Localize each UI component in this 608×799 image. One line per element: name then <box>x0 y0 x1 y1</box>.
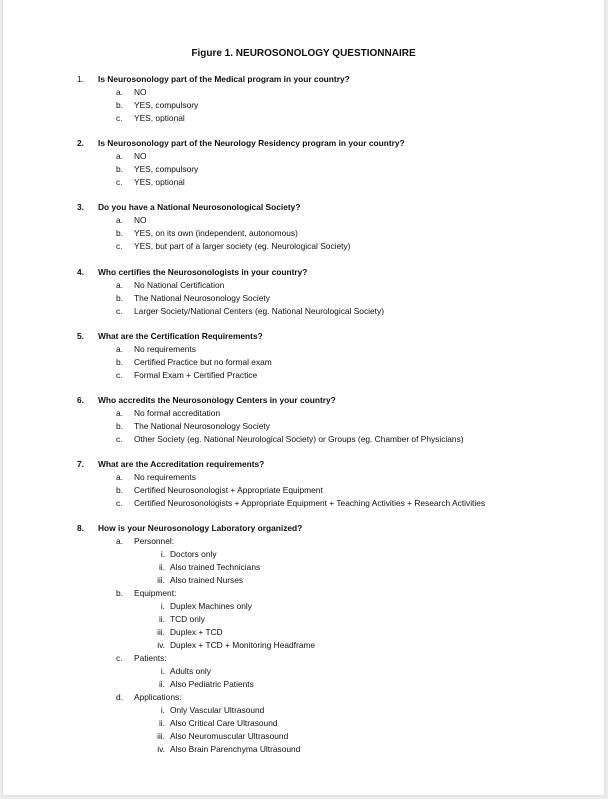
question-number: 1. <box>77 74 84 84</box>
option-text: YES, on its own (independent, autonomous) <box>134 228 298 239</box>
sub-option-text: Also Pediatric Patients <box>170 679 254 690</box>
question-number: 2. <box>77 138 84 149</box>
question-item <box>77 394 485 446</box>
question-text: Do you have a National Neurosonological Society? <box>98 202 301 213</box>
option-label: c. <box>116 653 123 664</box>
question-item <box>77 522 485 756</box>
answer-option <box>77 369 485 382</box>
option-text: YES, but part of a larger society (eg. Neurological Society) <box>134 241 351 252</box>
answer-option <box>77 86 485 99</box>
option-text: The National Neurosonology Society <box>134 420 270 431</box>
option-text: No requirements <box>134 472 196 483</box>
option-text: NO <box>134 215 147 226</box>
question-number: 6. <box>77 394 84 405</box>
answer-option <box>77 176 485 189</box>
option-text: NO <box>134 87 147 97</box>
question-item <box>77 137 485 189</box>
sub-option-label: iv. <box>157 640 165 651</box>
sub-option <box>77 574 485 587</box>
answer-option <box>77 292 485 305</box>
answer-option <box>77 214 485 227</box>
option-label: c. <box>116 113 123 123</box>
sub-option-text: Also trained Technicians <box>170 562 261 573</box>
question-text: How is your Neurosonology Laboratory organized? <box>98 523 303 534</box>
answer-option <box>77 305 485 318</box>
option-text: YES, optional <box>134 177 185 188</box>
sub-option-text: Duplex + TCD + Monitoring Headframe <box>170 640 316 651</box>
sub-option-label: i. <box>160 601 165 612</box>
option-text: No formal accreditation <box>134 407 221 418</box>
option-label: b. <box>116 228 123 239</box>
option-label: a. <box>116 151 123 162</box>
option-text: No National Certification <box>134 279 225 290</box>
option-text: Personnel: <box>134 536 175 547</box>
sub-option <box>77 704 485 717</box>
sub-option-label: iii. <box>157 627 165 638</box>
answer-option <box>77 587 485 600</box>
option-text: Patients: <box>134 653 167 664</box>
answer-option <box>77 535 485 548</box>
answer-option <box>77 227 485 240</box>
option-text: YES, optional <box>134 113 185 123</box>
question-text-line <box>77 201 485 214</box>
option-label: b. <box>116 292 123 303</box>
option-label: c. <box>116 305 123 316</box>
option-label: a. <box>116 536 123 547</box>
option-text: Formal Exam + Certified Practice <box>134 369 258 380</box>
question-text: Is Neurosonology part of the Neurology Residency program in your country? <box>98 138 405 149</box>
option-label: a. <box>116 472 123 483</box>
question-item <box>77 458 485 510</box>
answer-option <box>77 356 485 369</box>
answer-option <box>77 99 485 112</box>
option-text: Certified Neurosonologists + Appropriate Equipment + Teaching Activities + Research Activities <box>134 498 486 509</box>
sub-option-text: Duplex + TCD <box>170 627 223 638</box>
question-item <box>77 201 485 253</box>
option-label: d. <box>116 692 123 703</box>
question-number: 8. <box>77 523 84 534</box>
sub-option-label: ii. <box>158 562 165 573</box>
question-text-line <box>77 330 485 343</box>
sub-option-text: Also Critical Care Ultrasound <box>170 718 278 729</box>
answer-option <box>77 279 485 292</box>
question-text: Is Neurosonology part of the Medical program in your country? <box>98 74 350 84</box>
sub-option-label: i. <box>160 705 165 716</box>
answer-option <box>77 497 485 510</box>
sub-option-label: iii. <box>157 731 165 742</box>
sub-option-label: iii. <box>157 575 165 586</box>
answer-option <box>77 240 485 253</box>
option-label: c. <box>116 369 123 380</box>
answer-option <box>77 691 485 704</box>
sub-option <box>77 600 485 613</box>
sub-option <box>77 743 485 756</box>
sub-option-text: Only Vascular Ultrasound <box>170 705 265 716</box>
question-text-line <box>77 266 485 279</box>
sub-option-text: Also trained Nurses <box>170 575 244 586</box>
answer-option <box>77 343 485 356</box>
sub-option-text: Adults only <box>170 666 211 677</box>
option-label: c. <box>116 177 123 188</box>
answer-option <box>77 112 485 125</box>
option-label: a. <box>116 215 123 226</box>
option-label: a. <box>116 343 123 354</box>
option-label: b. <box>116 588 123 599</box>
question-text: Who certifies the Neurosonologists in your country? <box>98 266 308 277</box>
answer-option <box>77 433 485 446</box>
sub-option <box>77 639 485 652</box>
sub-option <box>77 717 485 730</box>
question-item <box>77 73 485 125</box>
sub-option-text: Also Neuromuscular Ultrasound <box>170 731 289 742</box>
question-text: Who accredits the Neurosonology Centers in your country? <box>98 394 336 405</box>
sub-option <box>77 678 485 691</box>
question-text-line <box>77 394 485 407</box>
answer-option <box>77 652 485 665</box>
question-number: 7. <box>77 459 84 470</box>
sub-option-text: Doctors only <box>170 549 217 560</box>
question-number: 4. <box>77 266 84 277</box>
question-item <box>77 266 485 318</box>
sub-option <box>77 561 485 574</box>
option-label: c. <box>116 433 123 444</box>
option-label: b. <box>116 356 123 367</box>
sub-option-text: Duplex Machines only <box>170 601 252 612</box>
sub-option-text: TCD only <box>170 614 205 625</box>
option-label: b. <box>116 420 123 431</box>
sub-option-label: ii. <box>158 718 165 729</box>
question-text-line <box>77 458 485 471</box>
question-text-line <box>77 73 485 86</box>
option-text: No requirements <box>134 343 196 354</box>
question-number: 5. <box>77 330 84 341</box>
option-text: Certified Neurosonologist + Appropriate Equipment <box>134 485 323 496</box>
option-text: Other Society (eg. National Neurological Society) or Groups (eg. Chamber of Physicians) <box>134 433 464 444</box>
answer-option <box>77 150 485 163</box>
answer-option <box>77 163 485 176</box>
question-number: 3. <box>77 202 84 213</box>
option-label: b. <box>116 100 123 110</box>
sub-option-label: iv. <box>157 744 165 755</box>
option-text: Applications: <box>134 692 182 703</box>
option-text: Larger Society/National Centers (eg. National Neurological Society) <box>134 305 384 316</box>
sub-option-label: ii. <box>158 614 165 625</box>
sub-option <box>77 626 485 639</box>
question-text: What are the Accreditation requirements? <box>98 459 265 470</box>
document-page <box>3 0 604 795</box>
sub-option-label: i. <box>160 666 165 677</box>
option-text: The National Neurosonology Society <box>134 292 270 303</box>
question-text-line <box>77 137 485 150</box>
option-text: YES, compulsory <box>134 100 199 110</box>
questionnaire-list <box>77 73 485 769</box>
option-label: c. <box>116 498 123 509</box>
sub-option-label: i. <box>160 549 165 560</box>
option-label: c. <box>116 241 123 252</box>
option-label: b. <box>116 485 123 496</box>
option-text: Equipment: <box>134 588 177 599</box>
question-text-line <box>77 522 485 535</box>
option-text: NO <box>134 151 147 162</box>
answer-option <box>77 484 485 497</box>
answer-option <box>77 471 485 484</box>
option-text: YES, compulsory <box>134 164 199 175</box>
option-text: Certified Practice but no formal exam <box>134 356 272 367</box>
sub-option <box>77 665 485 678</box>
sub-option-label: ii. <box>158 679 165 690</box>
sub-option <box>77 730 485 743</box>
question-text: What are the Certification Requirements? <box>98 330 263 341</box>
sub-option <box>77 613 485 626</box>
option-label: a. <box>116 407 123 418</box>
option-label: b. <box>116 164 123 175</box>
sub-option <box>77 548 485 561</box>
question-item <box>77 330 485 382</box>
answer-option <box>77 407 485 420</box>
answer-option <box>77 420 485 433</box>
option-label: a. <box>116 87 123 97</box>
figure-title: Figure 1. NEUROSONOLOGY QUESTIONNAIRE <box>191 48 416 59</box>
sub-option-text: Also Brain Parenchyma Ultrasound <box>170 744 301 755</box>
option-label: a. <box>116 279 123 290</box>
